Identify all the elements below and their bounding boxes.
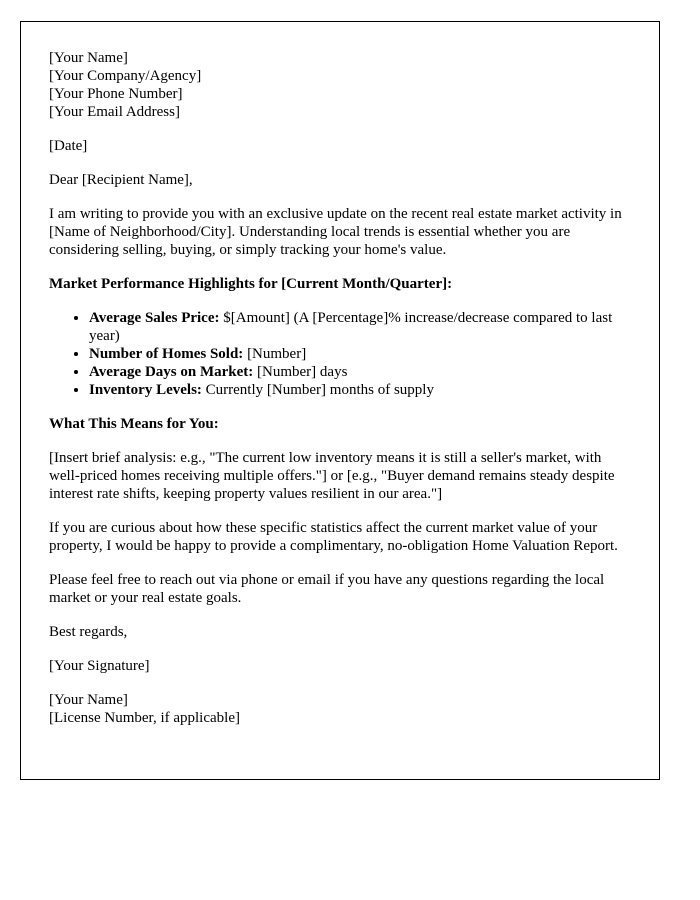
sender-name: [Your Name]: [49, 50, 128, 66]
highlight-value: $[Amount] (A [Percentage]% increase/decrease compared to last year): [89, 310, 613, 344]
highlight-item: [89, 345, 634, 363]
analysis-paragraph: [Insert brief analysis: e.g., "The current low inventory means it is still a seller's market, with well-priced homes receiving multiple offers."] or [e.g., "Buyer demand remains steady despite interest rate shifts, keeping property values resilient in our area."]: [49, 450, 615, 502]
contact-invite-paragraph: Please feel free to reach out via phone or email if you have any questions regarding the local market or your real estate goals.: [49, 572, 605, 606]
highlight-value: Currently [Number] months of supply: [201, 382, 434, 398]
sender-email: [Your Email Address]: [49, 104, 180, 120]
sender-phone: [Your Phone Number]: [49, 86, 183, 102]
highlights-list: [49, 309, 634, 399]
intro-paragraph: I am writing to provide you with an exclusive update on the recent real estate market activity in [Name of Neighborhood/City]. Understanding local trends is essential whether you are considering selling, buying, or simply tracking your home's value.: [49, 206, 622, 258]
highlight-item: [89, 381, 634, 399]
meaning-heading: What This Means for You:: [49, 416, 219, 432]
footer-name: [Your Name]: [49, 692, 128, 708]
highlight-label: Number of Homes Sold:: [89, 346, 244, 362]
highlight-value: [Number]: [243, 346, 307, 362]
highlight-item: [89, 309, 634, 345]
signature: [Your Signature]: [49, 658, 150, 674]
footer-block: [49, 691, 634, 727]
highlight-label: Average Sales Price:: [89, 310, 220, 326]
letter-date: [Date]: [49, 138, 88, 154]
letter-frame: [20, 21, 660, 780]
sender-block: [49, 49, 634, 121]
highlight-label: Inventory Levels:: [89, 382, 202, 398]
salutation: Dear [Recipient Name],: [49, 172, 193, 188]
highlight-value: [Number] days: [253, 364, 348, 380]
highlight-label: Average Days on Market:: [89, 364, 254, 380]
letter-body: [49, 49, 634, 743]
sender-company: [Your Company/Agency]: [49, 68, 202, 84]
closing: Best regards,: [49, 624, 128, 640]
highlight-item: [89, 363, 634, 381]
valuation-offer-paragraph: If you are curious about how these specific statistics affect the current market value of your property, I would be happy to provide a complimentary, no-obligation Home Valuation Report.: [49, 520, 618, 554]
license-number: [License Number, if applicable]: [49, 710, 240, 726]
highlights-heading: Market Performance Highlights for [Current Month/Quarter]:: [49, 276, 453, 292]
